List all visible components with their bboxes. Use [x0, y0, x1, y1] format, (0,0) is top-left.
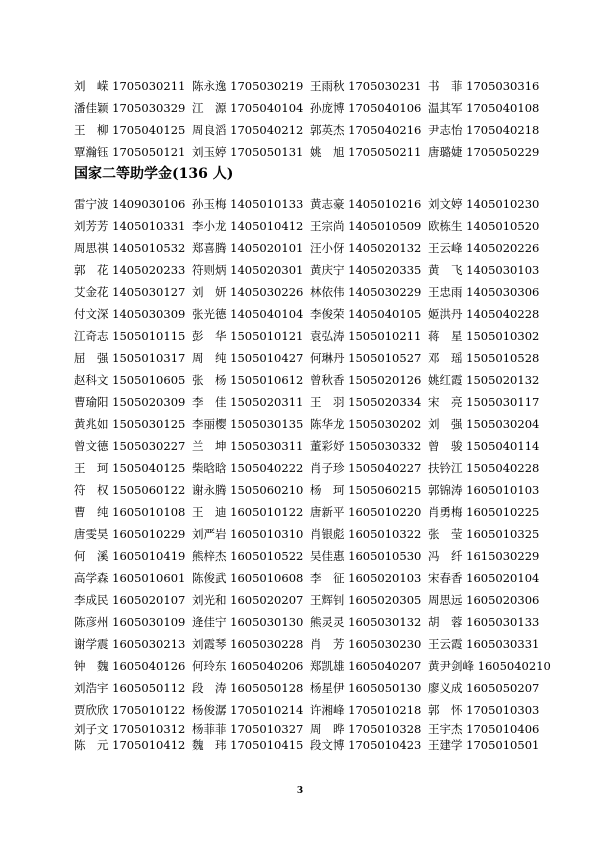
name-entry: 孙玉梅 1405010133 — [192, 197, 304, 211]
top-name-list — [74, 75, 544, 163]
name-entry: 曾秋香 1505020126 — [310, 373, 422, 387]
name-entry: 周良滔 1705040212 — [192, 123, 304, 137]
name-entry: 陈彦州 1605030109 — [74, 615, 186, 629]
name-entry: 刘 嵘 1705030211 — [74, 79, 186, 93]
name-entry: 姚 旭 1705050211 — [310, 145, 422, 159]
name-entry: 廖义成 1605050207 — [428, 681, 540, 695]
name-entry: 王云霞 1605030331 — [428, 637, 540, 651]
name-entry: 黄兆如 1505030125 — [74, 417, 186, 431]
name-entry: 唐雯昊 1605010229 — [74, 527, 186, 541]
name-entry: 段 涛 1605050128 — [192, 681, 304, 695]
name-entry: 李 佳 1505020311 — [192, 395, 304, 409]
name-entry: 吴佳惠 1605010530 — [310, 549, 422, 563]
name-entry: 尹志怡 1705040218 — [428, 123, 540, 137]
name-entry: 刘 强 1505030204 — [428, 417, 540, 431]
name-entry: 胡 蓉 1605030133 — [428, 615, 540, 629]
name-entry: 谢永腾 1505060210 — [192, 483, 304, 497]
name-entry: 肖子珍 1505040227 — [310, 461, 422, 475]
name-entry: 王宗尚 1405010509 — [310, 219, 422, 233]
name-entry: 邓 瑶 1505010528 — [428, 351, 540, 365]
name-entry: 艾金花 1405030127 — [74, 285, 186, 299]
name-entry: 周 纯 1505010427 — [192, 351, 304, 365]
second-class-grant-list — [74, 193, 551, 753]
name-entry: 李丽樱 1505030135 — [192, 417, 304, 431]
name-entry: 谢学震 1605030213 — [74, 637, 186, 651]
name-entry: 王 珂 1505040125 — [74, 461, 186, 475]
name-entry: 蒋 星 1505010302 — [428, 329, 540, 343]
name-entry: 郭英杰 1705040216 — [310, 123, 422, 137]
name-entry: 曹 纯 1605010108 — [74, 505, 186, 519]
name-entry: 宋 亮 1505030117 — [428, 395, 540, 409]
name-entry: 张光德 1405040104 — [192, 307, 304, 321]
name-entry: 王 柳 1705040125 — [74, 123, 186, 137]
name-entry: 钟 魏 1605040126 — [74, 659, 186, 673]
name-entry: 王云峰 1405020226 — [428, 241, 540, 255]
name-entry: 赵科文 1505010605 — [74, 373, 186, 387]
name-entry: 符 权 1505060122 — [74, 483, 186, 497]
name-entry: 段文博 1705010423 — [310, 738, 422, 752]
name-entry: 王宇杰 1705010406 — [428, 722, 540, 736]
name-entry: 董彩妤 1505030332 — [310, 439, 422, 453]
name-entry: 覃瀚钰 1705050121 — [74, 145, 186, 159]
name-entry: 王雨秋 1705030231 — [310, 79, 422, 93]
name-entry: 周思祺 1405010532 — [74, 241, 186, 255]
name-entry: 曹瑜阳 1505020309 — [74, 395, 186, 409]
name-entry: 江奇志 1505010115 — [74, 329, 186, 343]
name-entry: 贾欣欣 1705010122 — [74, 703, 186, 717]
name-entry: 曾文德 1505030227 — [74, 439, 186, 453]
name-entry: 王辉钊 1605020305 — [310, 593, 422, 607]
name-entry: 黄 飞 1405030103 — [428, 263, 540, 277]
name-entry: 肖勇梅 1605010225 — [428, 505, 540, 519]
name-entry: 高学森 1605010601 — [74, 571, 186, 585]
name-entry: 魏 玮 1705010415 — [192, 738, 304, 752]
name-entry: 唐新平 1605010220 — [310, 505, 422, 519]
name-entry: 郑凯雄 1605040207 — [310, 659, 422, 673]
name-entry: 杨俊潺 1705010214 — [192, 703, 304, 717]
name-entry: 黄志豪 1405010216 — [310, 197, 422, 211]
page-number: 3 — [296, 786, 304, 796]
name-entry: 王建学 1705010501 — [428, 738, 540, 752]
name-entry: 李俊荣 1405040105 — [310, 307, 422, 321]
name-entry: 屈 强 1505010317 — [74, 351, 186, 365]
name-entry: 王 羽 1505020334 — [310, 395, 422, 409]
name-entry: 王 迪 1605010122 — [192, 505, 304, 519]
name-entry: 唐璐婕 1705050229 — [428, 145, 540, 159]
name-entry: 熊灵灵 1605030132 — [310, 615, 422, 629]
name-entry: 刘文婷 1405010230 — [428, 197, 540, 211]
name-entry: 陈永逸 1705030219 — [192, 79, 304, 93]
name-entry: 肖银彪 1605010322 — [310, 527, 422, 541]
name-entry: 李小龙 1405010412 — [192, 219, 304, 233]
name-entry: 黄庆宁 1405020335 — [310, 263, 422, 277]
name-entry: 陈华龙 1505030202 — [310, 417, 422, 431]
name-entry: 符则炳 1405020301 — [192, 263, 304, 277]
name-entry: 何琳丹 1505010527 — [310, 351, 422, 365]
name-entry: 彭 华 1505010121 — [192, 329, 304, 343]
name-entry: 杨 珂 1505060215 — [310, 483, 422, 497]
name-entry: 扶钤江 1505040228 — [428, 461, 540, 475]
name-entry: 郑喜腾 1405020101 — [192, 241, 304, 255]
name-entry: 陈 元 1705010412 — [74, 738, 186, 752]
name-entry: 柴晗晗 1505040222 — [192, 461, 304, 475]
name-entry: 李 征 1605020103 — [310, 571, 422, 585]
name-entry: 林依伟 1405030229 — [310, 285, 422, 299]
name-entry: 江 源 1705040104 — [192, 101, 304, 115]
name-entry: 许湘峰 1705010218 — [310, 703, 422, 717]
name-entry: 刘光和 1605020207 — [192, 593, 304, 607]
name-entry: 欧栋生 1405010520 — [428, 219, 540, 233]
name-entry: 刘浩宇 1605050112 — [74, 681, 186, 695]
name-entry: 黄尹剑峰 1605040210 — [428, 659, 551, 673]
name-entry: 张 莹 1605010325 — [428, 527, 540, 541]
name-entry: 刘严岩 1605010310 — [192, 527, 304, 541]
name-entry: 付文深 1405030309 — [74, 307, 186, 321]
name-entry: 刘霞琴 1605030228 — [192, 637, 304, 651]
name-entry: 郭 花 1405020233 — [74, 263, 186, 277]
name-entry: 雷宁波 1409030106 — [74, 197, 186, 211]
name-entry: 书 菲 1705030316 — [428, 79, 540, 93]
name-entry: 兰 坤 1505030311 — [192, 439, 304, 453]
name-entry: 姬洪丹 1405040228 — [428, 307, 540, 321]
name-entry: 刘芳芳 1405010331 — [74, 219, 186, 233]
name-entry: 张 杨 1505010612 — [192, 373, 304, 387]
name-entry: 郭锦涛 1605010103 — [428, 483, 540, 497]
name-entry: 周思远 1605020306 — [428, 593, 540, 607]
name-entry: 刘子文 1705010312 — [74, 722, 186, 736]
name-entry: 孙庞博 1705040106 — [310, 101, 422, 115]
name-entry: 汪小伢 1405020132 — [310, 241, 422, 255]
name-entry: 刘玉婷 1705050131 — [192, 145, 304, 159]
name-entry: 杨菲菲 1705010327 — [192, 722, 304, 736]
name-entry: 冯 纤 1615030229 — [428, 549, 540, 563]
name-entry: 温其军 1705040108 — [428, 101, 540, 115]
name-entry: 何 溪 1605010419 — [74, 549, 186, 563]
name-entry: 陈俊武 1605010608 — [192, 571, 304, 585]
section-title: 国家二等助学金(136 人) — [74, 166, 234, 182]
name-entry: 刘 妍 1405030226 — [192, 285, 304, 299]
name-entry: 潘佳颖 1705030329 — [74, 101, 186, 115]
name-entry: 熊梓杰 1605010522 — [192, 549, 304, 563]
name-entry: 姚红霞 1505020132 — [428, 373, 540, 387]
name-entry: 王忠雨 1405030306 — [428, 285, 540, 299]
name-entry: 曾 骏 1505040114 — [428, 439, 540, 453]
name-entry: 肖 芳 1605030230 — [310, 637, 422, 651]
name-entry: 郭 怀 1705010303 — [428, 703, 540, 717]
name-entry: 逄佳宁 1605030130 — [192, 615, 304, 629]
name-entry: 李成民 1605020107 — [74, 593, 186, 607]
name-entry: 何玲东 1605040206 — [192, 659, 304, 673]
name-entry: 袁弘涛 1505010211 — [310, 329, 422, 343]
name-entry: 宋春香 1605020104 — [428, 571, 540, 585]
name-entry: 周 晔 1705010328 — [310, 722, 422, 736]
name-entry: 杨星伊 1605050130 — [310, 681, 422, 695]
